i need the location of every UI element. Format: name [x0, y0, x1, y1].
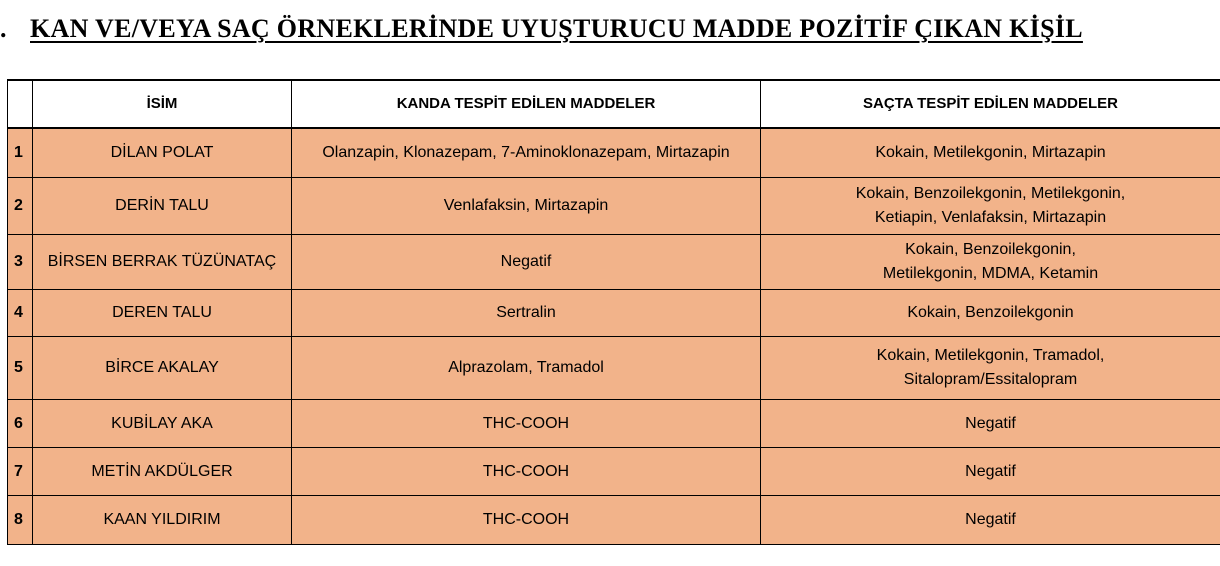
row-hair-substances	[761, 235, 1220, 290]
table-row	[8, 448, 1220, 496]
hair-line-1: Kokain, Benzoilekgonin	[907, 304, 1074, 321]
table-row	[8, 496, 1220, 545]
row-hair-substances	[761, 448, 1220, 496]
table-row	[8, 337, 1220, 400]
table-row	[8, 128, 1220, 178]
results-table	[7, 79, 1220, 545]
header-blood: KANDA TESPİT EDİLEN MADDELER	[292, 80, 761, 128]
row-number: 7	[8, 448, 33, 496]
row-blood-substances: THC-COOH	[292, 496, 761, 545]
row-hair-substances	[761, 178, 1220, 235]
row-blood-substances: Olanzapin, Klonazepam, 7-Aminoklonazepam, Mirtazapin	[292, 128, 761, 178]
row-name: BİRSEN BERRAK TÜZÜNATAÇ	[33, 235, 292, 290]
row-name: DİLAN POLAT	[33, 128, 292, 178]
row-hair-substances	[761, 400, 1220, 448]
row-number: 6	[8, 400, 33, 448]
hair-line-1: Negatif	[965, 511, 1016, 528]
row-hair-substances	[761, 496, 1220, 545]
row-name: BİRCE AKALAY	[33, 337, 292, 400]
table-row	[8, 235, 1220, 290]
row-number: 2	[8, 178, 33, 235]
hair-line-2: Ketiapin, Venlafaksin, Mirtazapin	[874, 209, 1107, 226]
header-number	[8, 80, 33, 128]
row-name: METİN AKDÜLGER	[33, 448, 292, 496]
row-number: 1	[8, 128, 33, 178]
row-name: DEREN TALU	[33, 290, 292, 337]
hair-line-1: Kokain, Metilekgonin, Mirtazapin	[875, 144, 1106, 161]
row-blood-substances: Sertralin	[292, 290, 761, 337]
section-title: KAN VE/VEYA SAÇ ÖRNEKLERİNDE UYUŞTURUCU MADDE POZİTİF ÇIKAN KİŞİL	[30, 14, 1083, 43]
row-name: KUBİLAY AKA	[33, 400, 292, 448]
row-blood-substances: THC-COOH	[292, 448, 761, 496]
row-number: 5	[8, 337, 33, 400]
row-name: DERİN TALU	[33, 178, 292, 235]
hair-line-1: Negatif	[965, 414, 1016, 432]
page-title	[0, 14, 1083, 44]
row-blood-substances: Venlafaksin, Mirtazapin	[292, 178, 761, 235]
table-row	[8, 178, 1220, 235]
row-hair-substances	[761, 290, 1220, 337]
hair-line-1: Kokain, Benzoilekgonin, Metilekgonin,	[855, 185, 1126, 202]
row-name: KAAN YILDIRIM	[33, 496, 292, 545]
table-row	[8, 400, 1220, 448]
row-number: 8	[8, 496, 33, 545]
hair-line-1: Kokain, Metilekgonin, Tramadol,	[876, 347, 1105, 364]
row-blood-substances: THC-COOH	[292, 400, 761, 448]
section-number: .	[0, 14, 7, 43]
table-row	[8, 290, 1220, 337]
hair-line-1: Negatif	[965, 462, 1016, 480]
row-hair-substances	[761, 337, 1220, 400]
header-hair: SAÇTA TESPİT EDİLEN MADDELER	[761, 80, 1220, 128]
hair-line-2: Sitalopram/Essitalopram	[903, 371, 1078, 388]
table-header-row	[8, 80, 1220, 128]
header-name: İSİM	[33, 80, 292, 128]
row-blood-substances: Alprazolam, Tramadol	[292, 337, 761, 400]
hair-line-1: Kokain, Benzoilekgonin,	[905, 241, 1076, 258]
row-number: 3	[8, 235, 33, 290]
row-hair-substances	[761, 128, 1220, 178]
hair-line-2: Metilekgonin, MDMA, Ketamin	[882, 265, 1099, 282]
row-number: 4	[8, 290, 33, 337]
row-blood-substances: Negatif	[292, 235, 761, 290]
